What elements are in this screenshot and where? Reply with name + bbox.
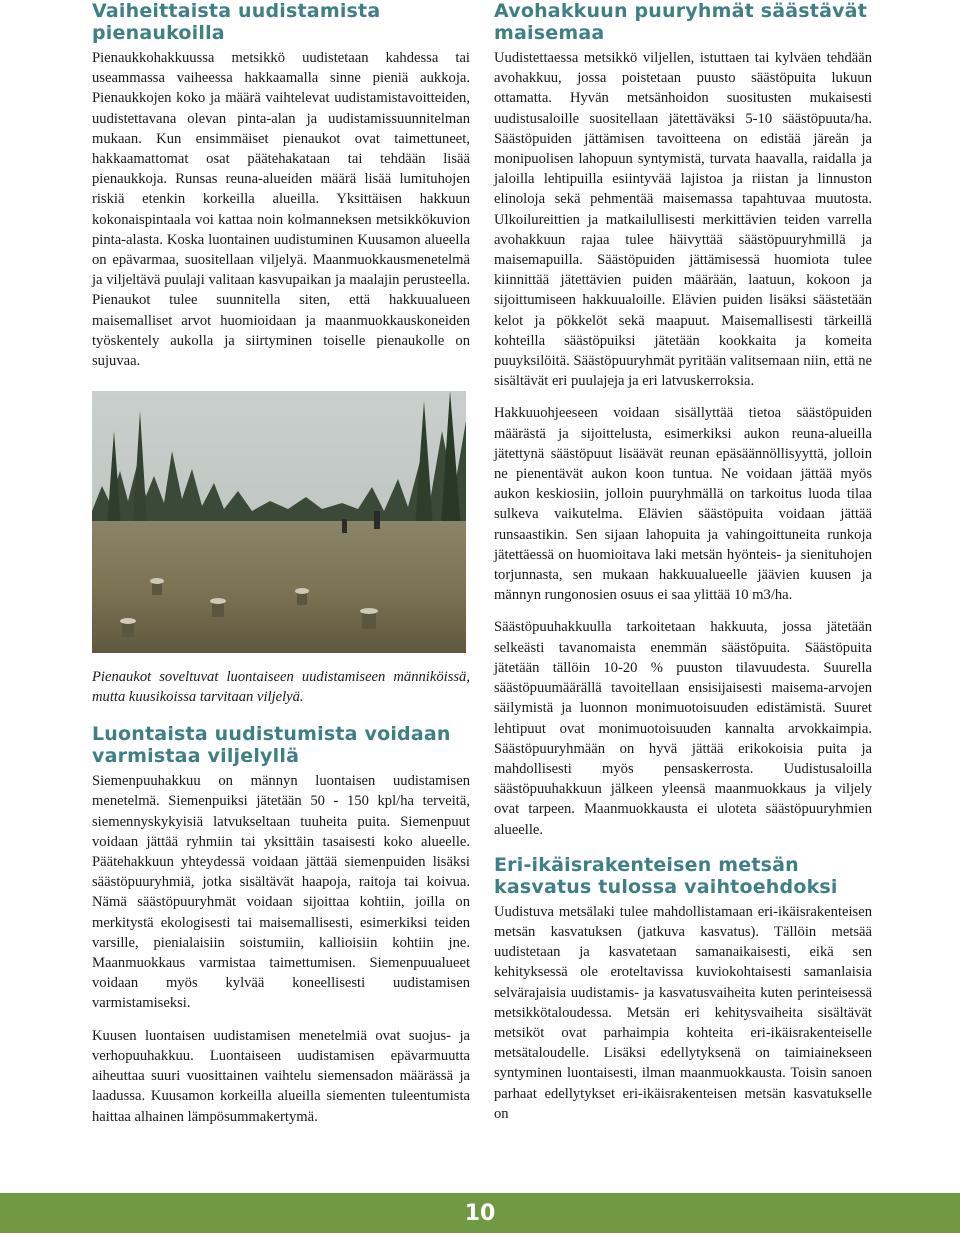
section-pienaukot xyxy=(92,0,470,371)
section-eri-ikaisrakenteinen xyxy=(494,854,872,1124)
paragraph: Säästöpuuhakkuulla tarkoitetaan hakkuuta, jossa jätetään selkeästi tavanomaista enemmän säästöpuita. Säästöpuita jätetään tällöin 10-20 % puuston tilavuudesta. Suurella säästöpuumäärällä tavoitellaan ensisijaisesti maisema-arvojen säilymistä ja luonnon monimuotoisuuden edistämistä. Suuret lehtipuut ovat monimuotoisuuden kannalta arvokkaimpia. Säästöpuuryhmään on hyvä jättää erikokoisia puita ja mahdollisesti myös pensaskerrosta. Uudistusaloilla säästöpuuhakkuun jälkeen yleensä maanmuokkaus ja viljely ovat tarpeen. Maanmuokkausta ei uloteta säästöpuuryhmien alueelle. xyxy=(494,619,872,838)
right-column xyxy=(494,0,872,1124)
page-number: 10 xyxy=(464,1201,496,1226)
photo-illustration xyxy=(92,391,466,653)
heading-eri-ikaisrakenteinen: Eri-ikäisrakenteisen metsän kasvatus tulossa vaihtoehdoksi xyxy=(494,853,838,898)
paragraph: Hakkuuohjeeseen voidaan sisällyttää tietoa säästöpuiden määrästä ja sijoittelusta, esimerkiksi aukon reuna-alueilla jätettynä säästöpuut lisäävät reunan epäsäännöllisyyttä, jolloin ne pienentävät aukon koon tuntua. Ne voidaan jättää myös aukon keskiosiin, jolloin puuryhmällä on tarkoitus luoda tilaa sulkeva vaikutelma. Elävien säästöpuita voidaan jättää runsaastikin. Sen sijaan lahopuita ja vahingoittuneita runkoja jätettäessä on huomioitava laki metsän hyönteis- ja sienituhojen torjunnasta, sen mukaan hakkuualueelle jäävien kuusen ja männyn rungonosien osuus ei saa ylittää 10 m3/ha. xyxy=(494,405,872,604)
paragraph: Uudistuva metsälaki tulee mahdollistamaan eri-ikäisrakenteisen metsän kasvatuksen (jatkuva kasvatus). Tällöin metsää uudistetaan ja kasvatetaan samanaikaisesti, eikä sen kehityksessä ole eroteltavissa kuviokohtaisesti samanlaisia selvärajaisia uudistamis- ja kasvatusvaiheita kuten perinteisessä metsikkötaloudessa. Metsän eri kehitysvaiheita sisältävät metsiköt ovat parhaimpia kohteita eri-ikäisrakenteiselle metsätaloudelle. Lisäksi edellytyksenä on taimiainekseen syntyminen luontaisesti, ilman maanmuokkausta. Toisin sanoen parhaat edellytykset eri-ikäisrakenteisen metsän kasvatukselle on xyxy=(494,903,872,1122)
paragraph: Uudistettaessa metsikkö viljellen, istuttaen tai kylväen tehdään avohakkuu, jossa poistetaan puusto säästöpuita lukuun ottamatta. Hyvän metsänhoidon suositusten mukaisesti uudistusaloille suositellaan jätettäväksi 5-10 säästöpuuta/ha. Säästöpuiden jättämisen tavoitteena on edistää järeän ja monipuolisen lahopuun syntymistä, turvata haavalla, raidalla ja jaloilla lehtipuilla esiintyvää lajistoa ja riistan ja linnuston elinoloja sekä pehmentää maisemassa tapahtuvaa muutosta. Ulkoilureittien ja matkailullisesti merkittävien teiden varrella avohakkuun rajaa tulee häivyttää säästöpuuryhmillä ja maisemapuilla. Säästöpuiden jättämisessä huomiota tulee kiinnittää jätettävien puiden määrään, laatuun, kokoon ja sijoittumiseen hakkuualoille. Elävien puiden lisäksi säästetään kelot ja pökkelöt sekä maapuut. Maisemallisesti tärkeillä kohteilla säästöpuiksi jätetään kookkaita ja komeita puuyksilöitä. Säästöpuuryhmät pyritään valitsemaan niin, että ne sisältävät eri puulajeja ja eri latvuskerroksia. xyxy=(494,50,872,390)
section-avohakkuu xyxy=(494,0,872,840)
paragraph: Kuusen luontaisen uudistamisen menetelmiä ovat suojus- ja verhopuuhakkuu. Luontaiseen uudistamisen epävarmuutta aiheuttaa suuri vuosittainen vaihtelu siemensadon määrässä ja laadussa. Kuusamon korkeilla alueilla siementen tuleentumista haittaa alhainen lämpösummakertymä. xyxy=(92,1027,470,1125)
heading-pienaukot: Vaiheittaista uudistamista pienaukoilla xyxy=(92,0,381,44)
section-luontainen-uudistuminen xyxy=(92,723,470,1126)
photo-caption: Pienaukot soveltuvat luontaiseen uudistamiseen männiköissä, mutta kuusikoissa tarvitaan viljelyä. xyxy=(92,669,470,706)
left-column xyxy=(92,0,470,1127)
forest-clearing-photo xyxy=(92,391,466,653)
heading-avohakkuu: Avohakkuun puuryhmät säästävät maisemaa xyxy=(494,0,867,44)
heading-luontainen-uudistuminen: Luontaista uudistumista voidaan varmistaa viljelyllä xyxy=(92,723,451,768)
paragraph: Pienaukkohakkuussa metsikkö uudistetaan kahdessa tai useammassa vaiheessa hakkaamalla sinne pieniä aukkoja. Pienaukkojen koko ja määrä vaihtelevat uudistamistavoitteiden, uudistettavana olevan pinta-alan ja uudistamissuunnitelman mukaan. Kun ensimmäiset pienaukot ovat taimettuneet, hakkaamattomat osat päätehakataan tai tehdään lisää pienaukkoja. Runsas reuna-alueiden määrä lisää lumituhojen riskiä etenkin korkeilla alueilla. Yksittäisen hakkuun kokonaispintaala voi kattaa noin kolmanneksen metsikkökuvion pinta-alasta. Koska luontainen uudistuminen Kuusamon alueella on epävarmaa, suositellaan viljelyä. Maanmuokkausmenetelmä ja viljeltävä puulaji valitaan kasvupaikan ja maalajin perusteella. Pienaukot tulee suunnitella siten, että hakkuualueen maisemalliset arvot huomioidaan ja maanmuokkauskoneiden työskentely aukolla ja siirtyminen toiselle pienaukolle on sujuvaa. xyxy=(92,50,470,370)
paragraph: Siemenpuuhakkuu on männyn luontaisen uudistamisen menetelmä. Siemenpuiksi jätetään 50 - 150 kpl/ha terveitä, siemennyskykyisiä latvukseltaan tuuheita puita. Siemenpuut voidaan jättää ryhmiin tai yksittäin tasaisesti koko alueelle. Päätehakkuun yhteydessä voidaan jättää siemenpuiden lisäksi säästöpuuryhmiä, jotka sisältävät haapoja, raitoja tai koivua. Nämä säästöpuuryhmät voidaan sijoittaa kohtiin, joilla on merkitystä ekologisesti tai maisemallisesti, esimerkiksi teiden varsille, pienialaisiin soistumiin, kallioisiin kohtiin jne. Maanmuokkaus varmistaa taimettumisen. Siemenpuualueet voidaan myös kylvää koneellisesti uudistamisen varmistamiseksi. xyxy=(92,773,470,1012)
